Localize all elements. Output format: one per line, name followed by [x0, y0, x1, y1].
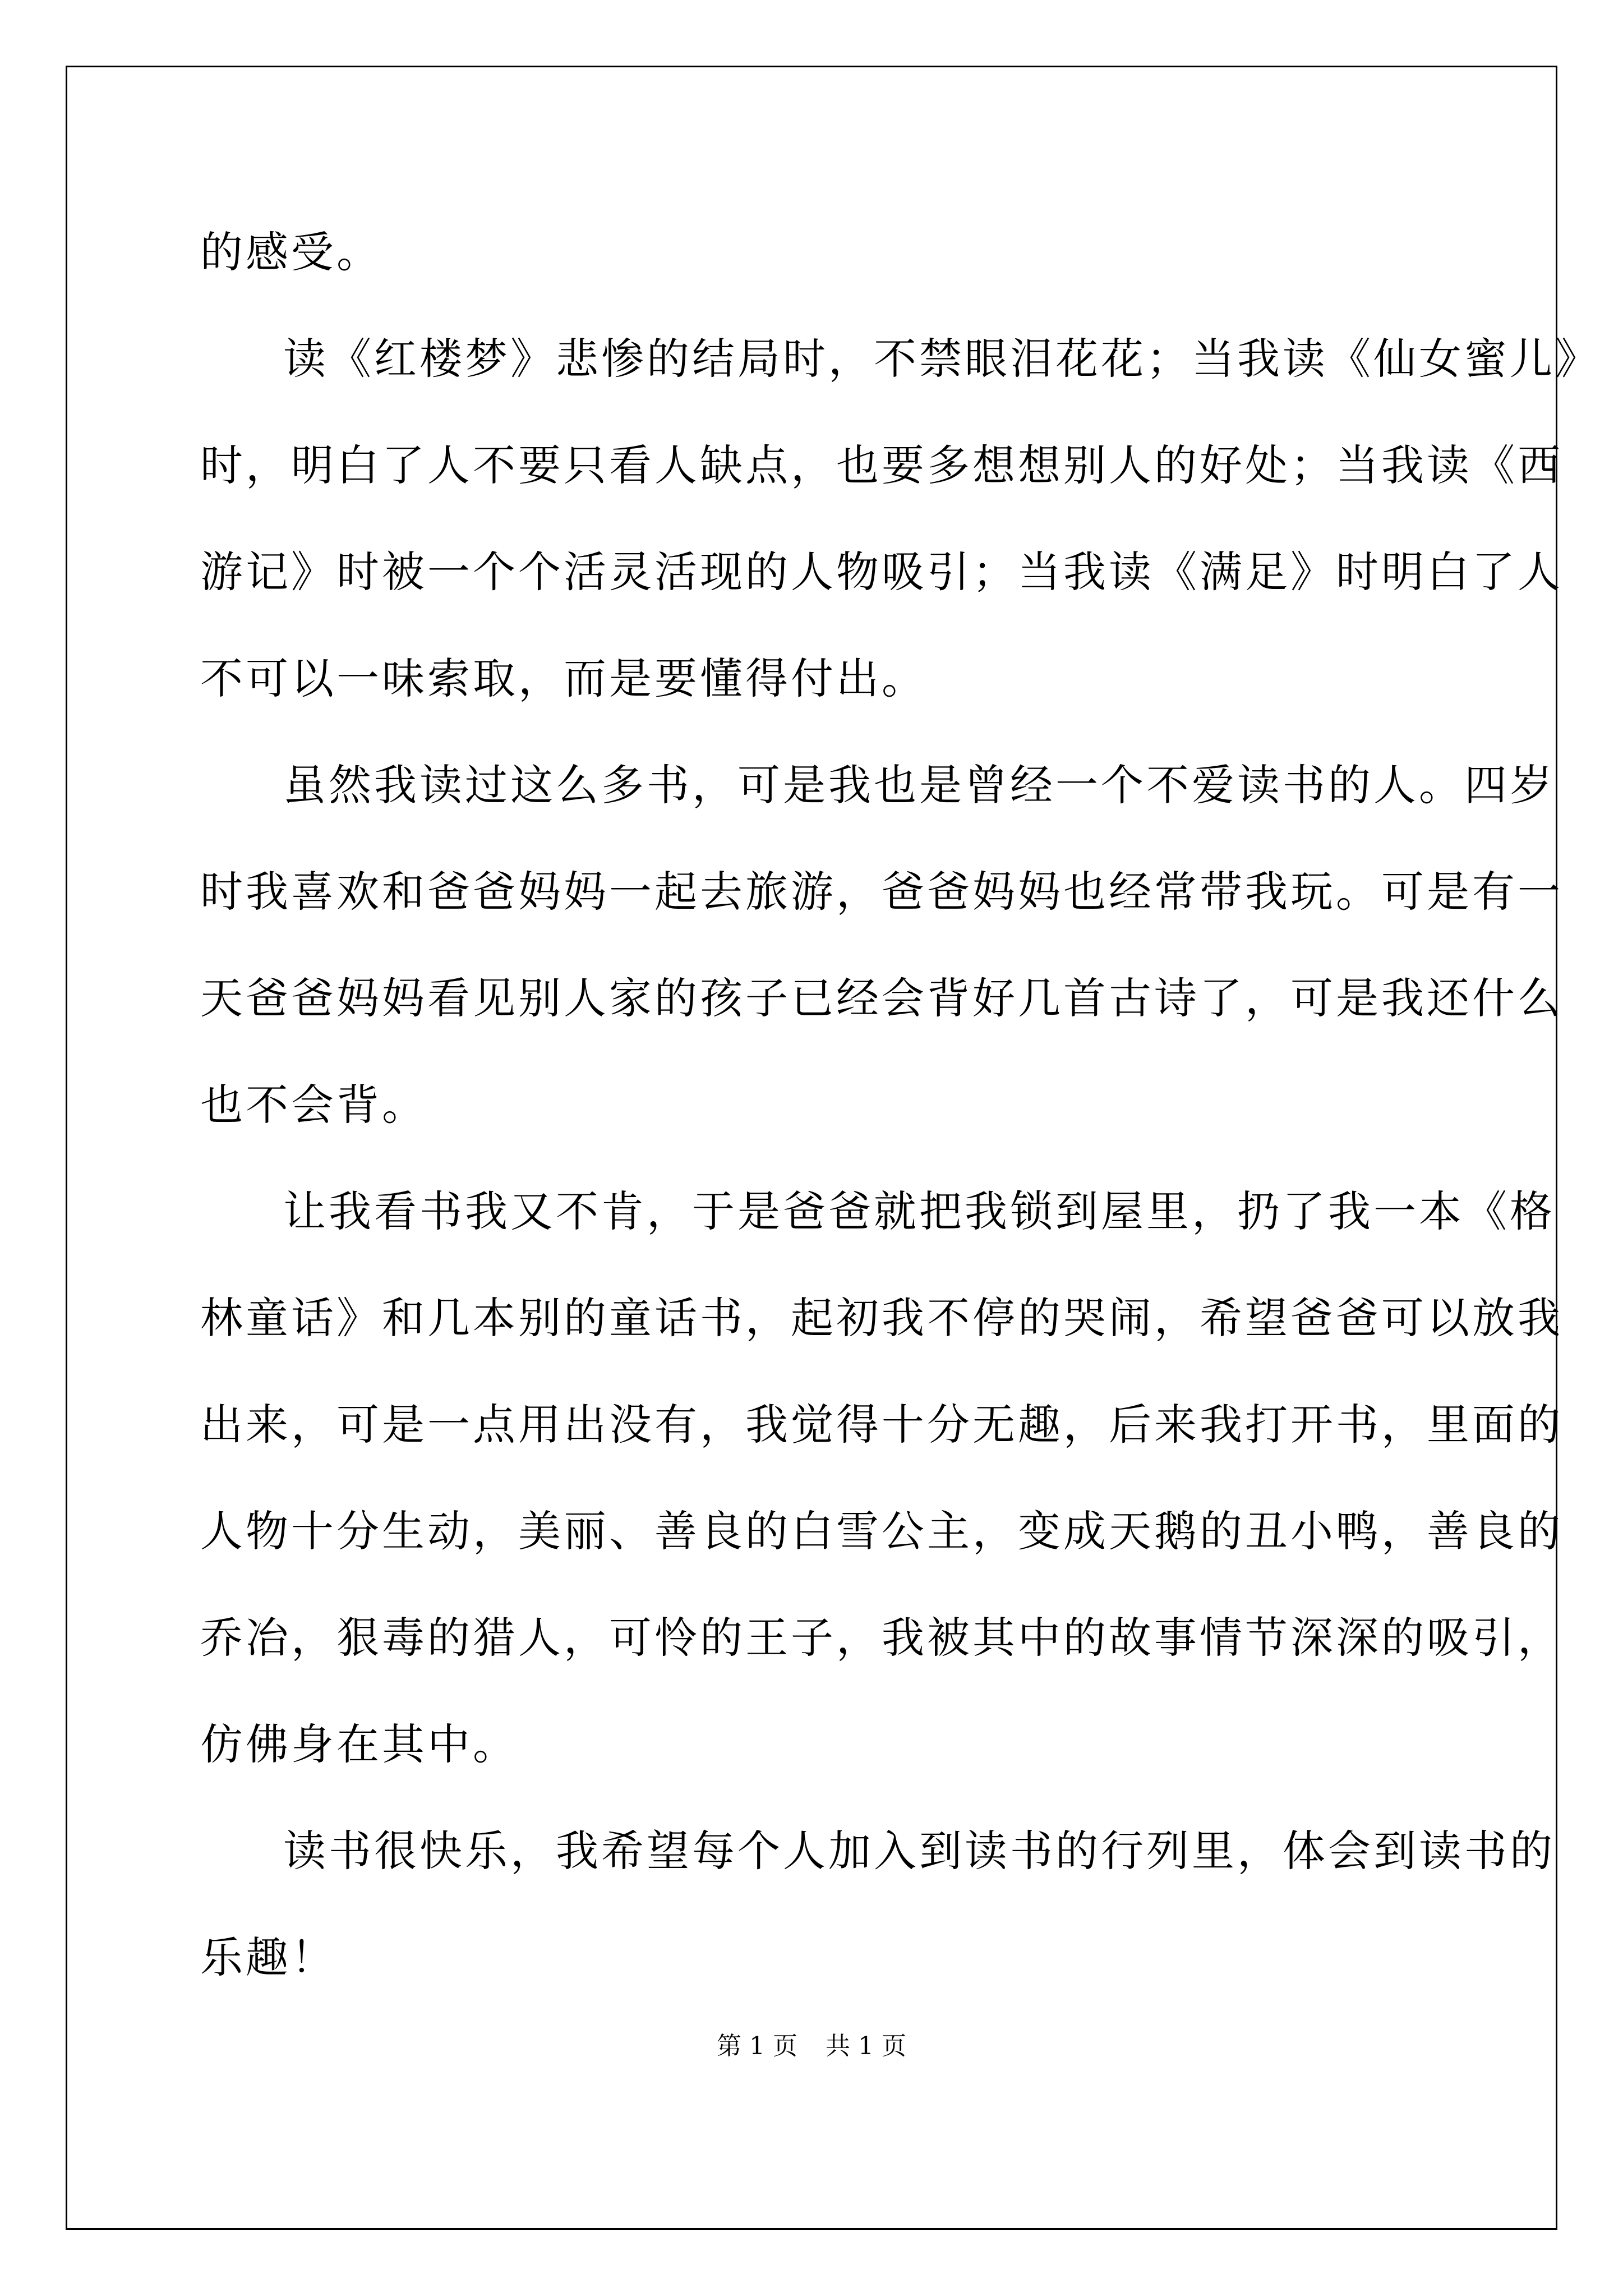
- text-line: 不可以一味索取，而是要懂得付出。: [200, 654, 927, 703]
- page-total: 共 1 页: [826, 2032, 906, 2060]
- text-line: 林童话》和几本别的童话书，起初我不停的哭闹，希望爸爸可以放我: [200, 1293, 1563, 1343]
- text-line: 也不会背。: [200, 1080, 427, 1130]
- text-line: 仿佛身在其中。: [200, 1719, 518, 1769]
- document-body: [200, 199, 1601, 2011]
- text-line: 时，明白了人不要只看人缺点，也要多想想别人的好处；当我读《西: [200, 440, 1563, 490]
- text-line: 人物十分生动，美丽、善良的白雪公主，变成天鹅的丑小鸭，善良的: [200, 1506, 1563, 1556]
- text-line: 天爸爸妈妈看见别人家的孩子已经会背好几首古诗了，可是我还什么: [200, 973, 1563, 1023]
- page-number: 第 1 页: [717, 2032, 797, 2060]
- text-line: 游记》时被一个个活灵活现的人物吸引；当我读《满足》时明白了人: [200, 547, 1563, 597]
- text-line: 出来，可是一点用出没有，我觉得十分无趣，后来我打开书，里面的: [200, 1400, 1563, 1450]
- text-line: 的感受。: [200, 227, 382, 277]
- text-line: 虽然我读过这么多书，可是我也是曾经一个不爱读书的人。四岁: [283, 760, 1555, 810]
- text-line: 读书很快乐，我希望每个人加入到读书的行列里，体会到读书的: [283, 1826, 1555, 1876]
- text-line: 时我喜欢和爸爸妈妈一起去旅游，爸爸妈妈也经常带我玩。可是有一: [200, 867, 1563, 917]
- text-line: 乔冶，狠毒的猎人，可怜的王子，我被其中的故事情节深深的吸引，: [200, 1613, 1563, 1663]
- text-line: 乐趣！: [200, 1932, 336, 1982]
- text-line: 读《红楼梦》悲惨的结局时，不禁眼泪花花；当我读《仙女蜜儿》: [283, 334, 1601, 384]
- page-footer: [0, 2030, 1623, 2063]
- text-line: 让我看书我又不肯，于是爸爸就把我锁到屋里，扔了我一本《格: [283, 1186, 1555, 1236]
